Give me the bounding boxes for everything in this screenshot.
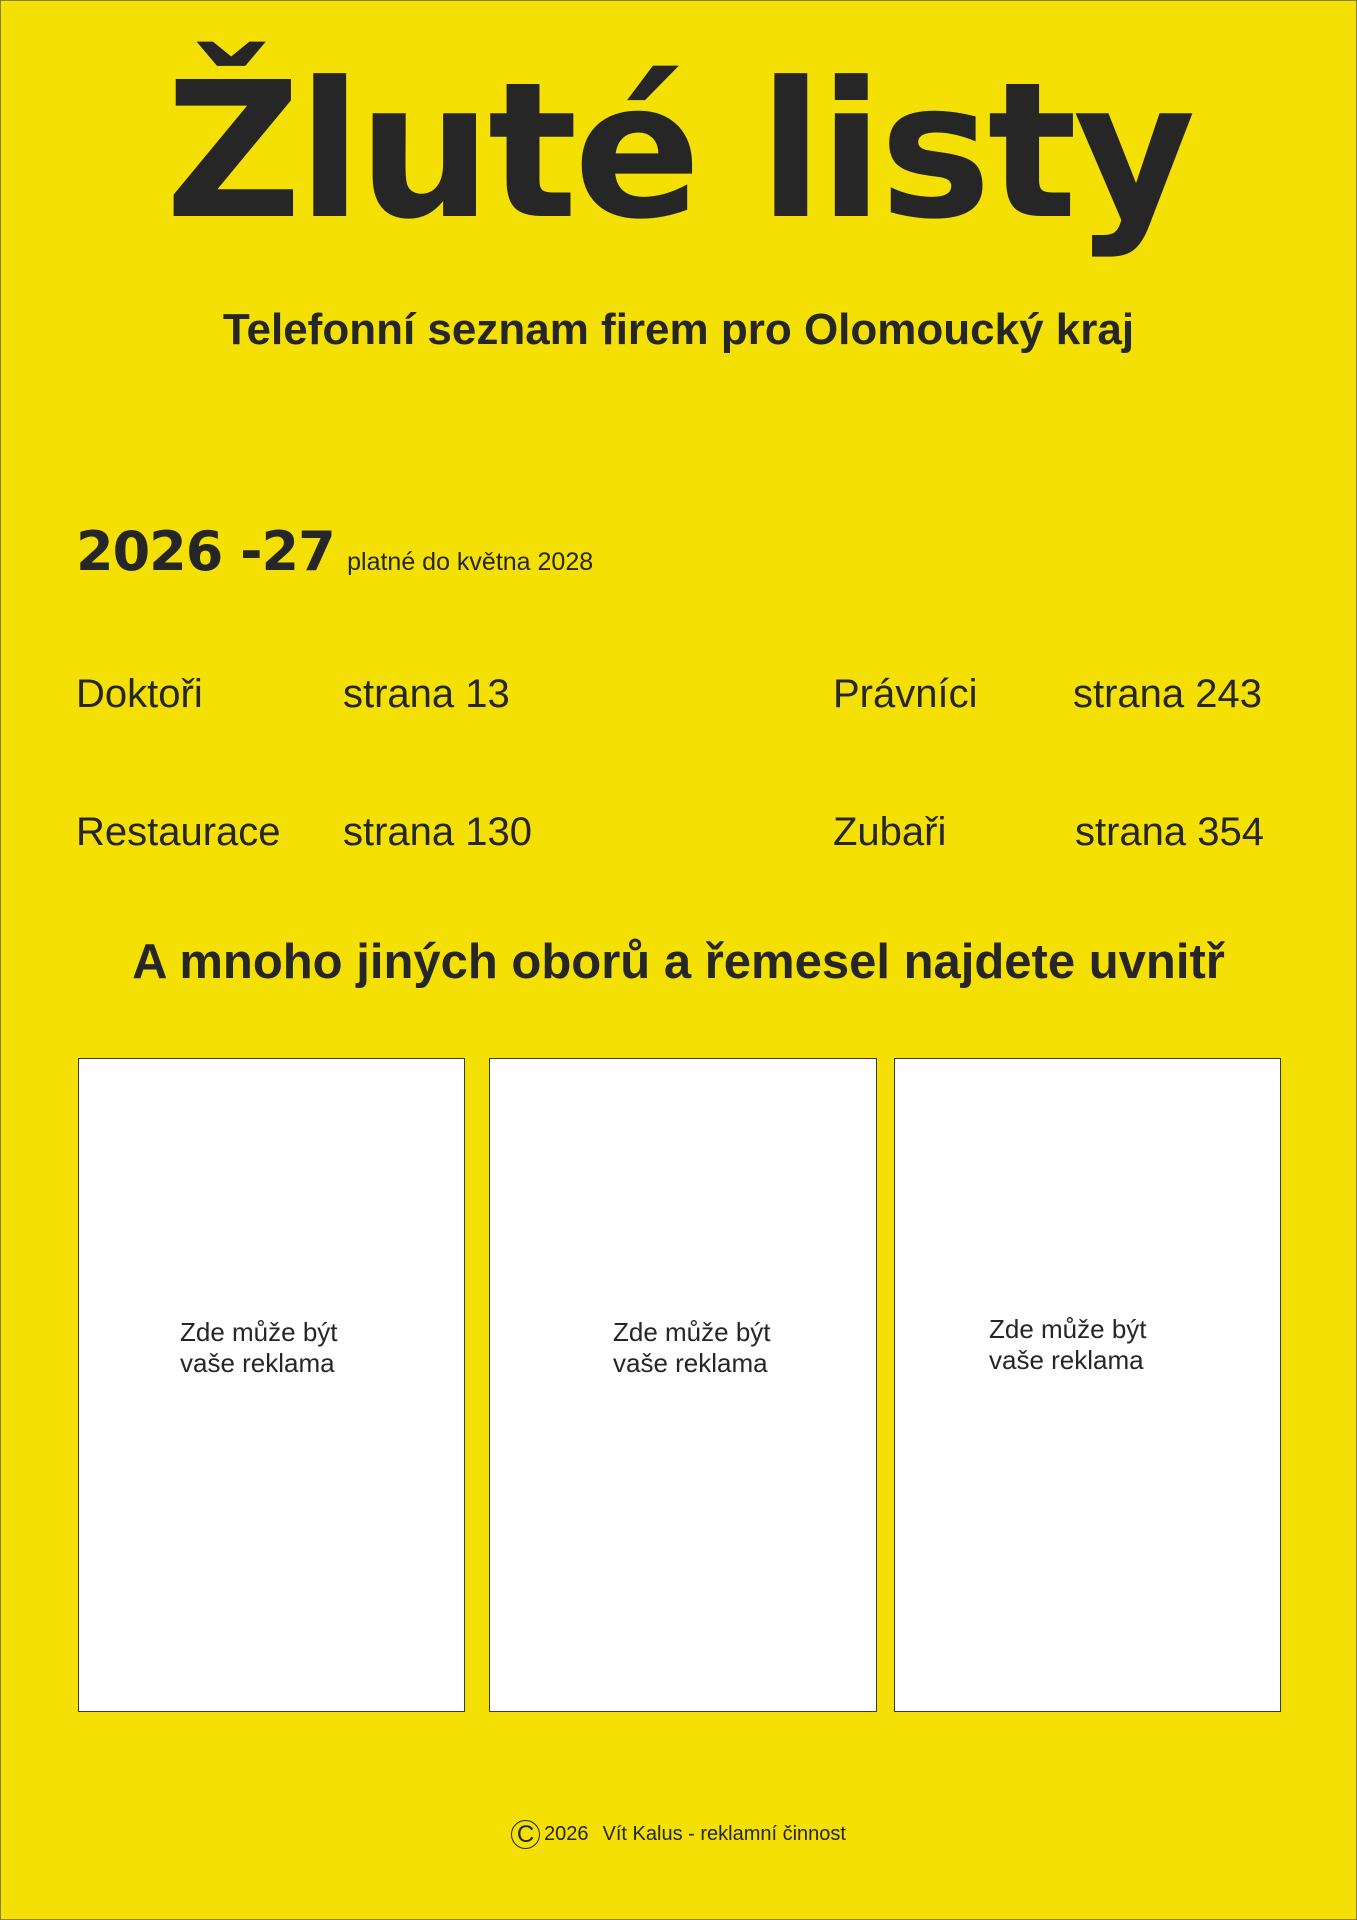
directory-category-restaurants: Restaurace <box>76 810 281 854</box>
directory-category-doctors: Doktoři <box>76 672 203 716</box>
ad-text: Zde může být vaše reklama <box>989 1314 1147 1375</box>
directory-page-lawyers: strana 243 <box>1073 672 1263 716</box>
ad-box <box>78 1058 465 1712</box>
copyright-icon: C <box>511 1820 540 1849</box>
ad-text: Zde může být vaše reklama <box>180 1317 338 1378</box>
directory-page-restaurants: strana 130 <box>343 810 533 854</box>
edition-year: 2026 -27 <box>76 520 335 583</box>
ad-box <box>894 1058 1281 1712</box>
edition <box>76 520 593 583</box>
footer-year: 2026 <box>544 1822 589 1845</box>
ad-box <box>489 1058 877 1712</box>
footer-author: Vít Kalus - reklamní činnost <box>602 1822 846 1845</box>
directory-page-doctors: strana 13 <box>343 672 510 716</box>
page-title: Žluté listy <box>165 42 1192 261</box>
directory-page-dentists: strana 354 <box>1075 810 1265 854</box>
directory-category-dentists: Zubaři <box>833 810 947 854</box>
directory-category-lawyers: Právníci <box>833 672 978 716</box>
page-subtitle: Telefonní seznam firem pro Olomoucký kraj <box>222 305 1135 354</box>
ad-text: Zde může být vaše reklama <box>613 1317 771 1378</box>
edition-validity: platné do května 2028 <box>347 548 594 576</box>
tagline: A mnoho jiných oborů a řemesel najdete uvnitř <box>132 935 1225 989</box>
footer <box>0 1820 1357 1849</box>
